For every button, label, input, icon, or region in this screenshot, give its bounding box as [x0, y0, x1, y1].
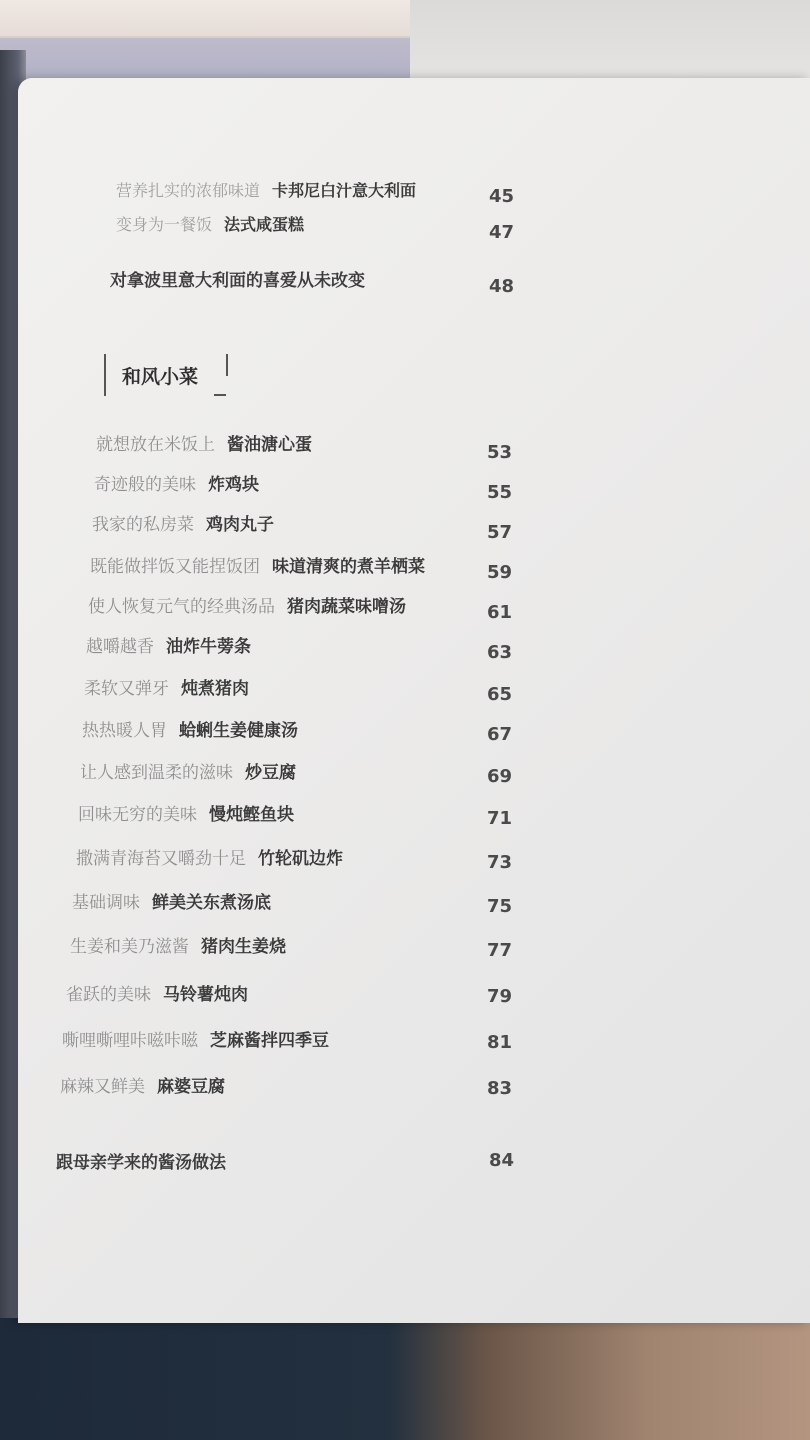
toc-entry-subtitle: 使人恢复元气的经典汤品 [88, 597, 275, 617]
toc-entry-title: 油炸牛蒡条 [166, 637, 251, 657]
toc-entry-title: 鸡肉丸子 [206, 515, 274, 535]
toc-entry-title: 卡邦尼白汁意大利面 [272, 181, 417, 200]
toc-entry-title: 芝麻酱拌四季豆 [210, 1031, 329, 1051]
toc-entry-subtitle: 生姜和美乃滋酱 [70, 937, 189, 957]
toc-page-number: 53 [486, 442, 512, 463]
toc-entry [92, 512, 274, 538]
toc-heading: 对拿波里意大利面的喜爱从未改变 [110, 271, 365, 291]
toc-entry-subtitle: 回味无穷的美味 [78, 805, 197, 825]
book-cover-strip [0, 0, 410, 38]
toc-entry-title: 鲜美关东煮汤底 [152, 893, 271, 913]
toc-entry [78, 802, 294, 828]
toc-entry-title: 猪肉生姜烧 [201, 937, 286, 957]
toc-entry-title: 马铃薯炖肉 [163, 985, 248, 1005]
toc-entry-subtitle: 我家的私房菜 [92, 515, 194, 535]
toc-entry-title: 味道清爽的煮羊栖菜 [272, 557, 425, 577]
toc-entry-title: 竹轮矶边炸 [258, 849, 343, 869]
toc-entry [90, 554, 425, 580]
toc-entry-subtitle: 就想放在米饭上 [96, 435, 215, 455]
toc-page-number: 81 [486, 1032, 512, 1053]
toc-entry-title: 蛤蜊生姜健康汤 [179, 721, 298, 741]
toc-page-number: 57 [486, 522, 512, 543]
toc-entry-subtitle: 麻辣又鲜美 [60, 1077, 145, 1097]
toc-entry-subtitle: 既能做拌饭又能捏饭团 [90, 557, 260, 577]
toc-entry-title: 麻婆豆腐 [157, 1077, 225, 1097]
toc-entry-title: 酱油溏心蛋 [227, 435, 312, 455]
toc-entry [62, 1028, 329, 1054]
toc-page-number: 59 [486, 562, 512, 583]
toc-entry [84, 676, 249, 702]
toc-page-number: 61 [486, 602, 512, 623]
toc-page-number: 75 [486, 896, 512, 917]
section-title-bracket [226, 354, 228, 376]
section-title [104, 354, 228, 396]
toc-entry [116, 178, 416, 204]
toc-entry [88, 594, 406, 620]
toc-entry [116, 212, 304, 238]
toc-page-number: 71 [486, 808, 512, 829]
toc-entry-subtitle: 营养扎实的浓郁味道 [116, 181, 261, 200]
toc-entry-subtitle: 柔软又弹牙 [84, 679, 169, 699]
toc-entry [70, 934, 286, 960]
toc-entry-title: 猪肉蔬菜味噌汤 [287, 597, 406, 617]
toc-page-number: 73 [486, 852, 512, 873]
toc-entry [60, 1074, 225, 1100]
toc-page-number: 65 [486, 684, 512, 705]
toc-entry-subtitle: 雀跃的美味 [66, 985, 151, 1005]
toc-page-number: 69 [486, 766, 512, 787]
toc-entry [96, 432, 312, 458]
toc-entry [80, 760, 296, 786]
toc-page-number: 67 [486, 724, 512, 745]
toc-page-number: 79 [486, 986, 512, 1007]
toc-entry-title: 法式咸蛋糕 [224, 215, 305, 234]
toc-entry-subtitle: 奇迹般的美味 [94, 475, 196, 495]
toc-entry-subtitle: 变身为一餐饭 [116, 215, 213, 234]
toc-entry-title: 慢炖鲣鱼块 [209, 805, 294, 825]
toc-page-number: 47 [488, 222, 514, 243]
toc-page-number: 45 [488, 186, 514, 207]
toc-entry-title: 炒豆腐 [245, 763, 296, 783]
toc-entry-subtitle: 越嚼越香 [86, 637, 154, 657]
toc-entry-subtitle: 热热暖人胃 [82, 721, 167, 741]
toc-entry [82, 718, 298, 744]
toc-entry [86, 634, 251, 660]
toc-entry [72, 890, 271, 916]
toc-entry-title: 炖煮猪肉 [181, 679, 249, 699]
section-title-text: 和风小菜 [122, 366, 199, 388]
section-title-mark [214, 394, 226, 396]
toc-entry [66, 982, 248, 1008]
toc-entry-subtitle: 嘶哩嘶哩咔嗞咔嗞 [62, 1031, 198, 1051]
toc-entry-subtitle: 撒满青海苔又嚼劲十足 [76, 849, 246, 869]
toc-page-number: 84 [488, 1150, 514, 1171]
toc-page-number: 83 [486, 1078, 512, 1099]
toc-entry-subtitle: 基础调味 [72, 893, 140, 913]
toc-heading: 跟母亲学来的酱汤做法 [56, 1153, 226, 1173]
book-page [18, 78, 810, 1323]
toc-entry-title: 炸鸡块 [208, 475, 259, 495]
toc-entry-subtitle: 让人感到温柔的滋味 [80, 763, 233, 783]
toc-page-number: 48 [488, 276, 514, 297]
toc-entry [94, 472, 259, 498]
floor-background [0, 1318, 810, 1440]
toc-page-number: 77 [486, 940, 512, 961]
toc-entry [76, 846, 343, 872]
toc-page-number: 55 [486, 482, 512, 503]
toc-page-number: 63 [486, 642, 512, 663]
